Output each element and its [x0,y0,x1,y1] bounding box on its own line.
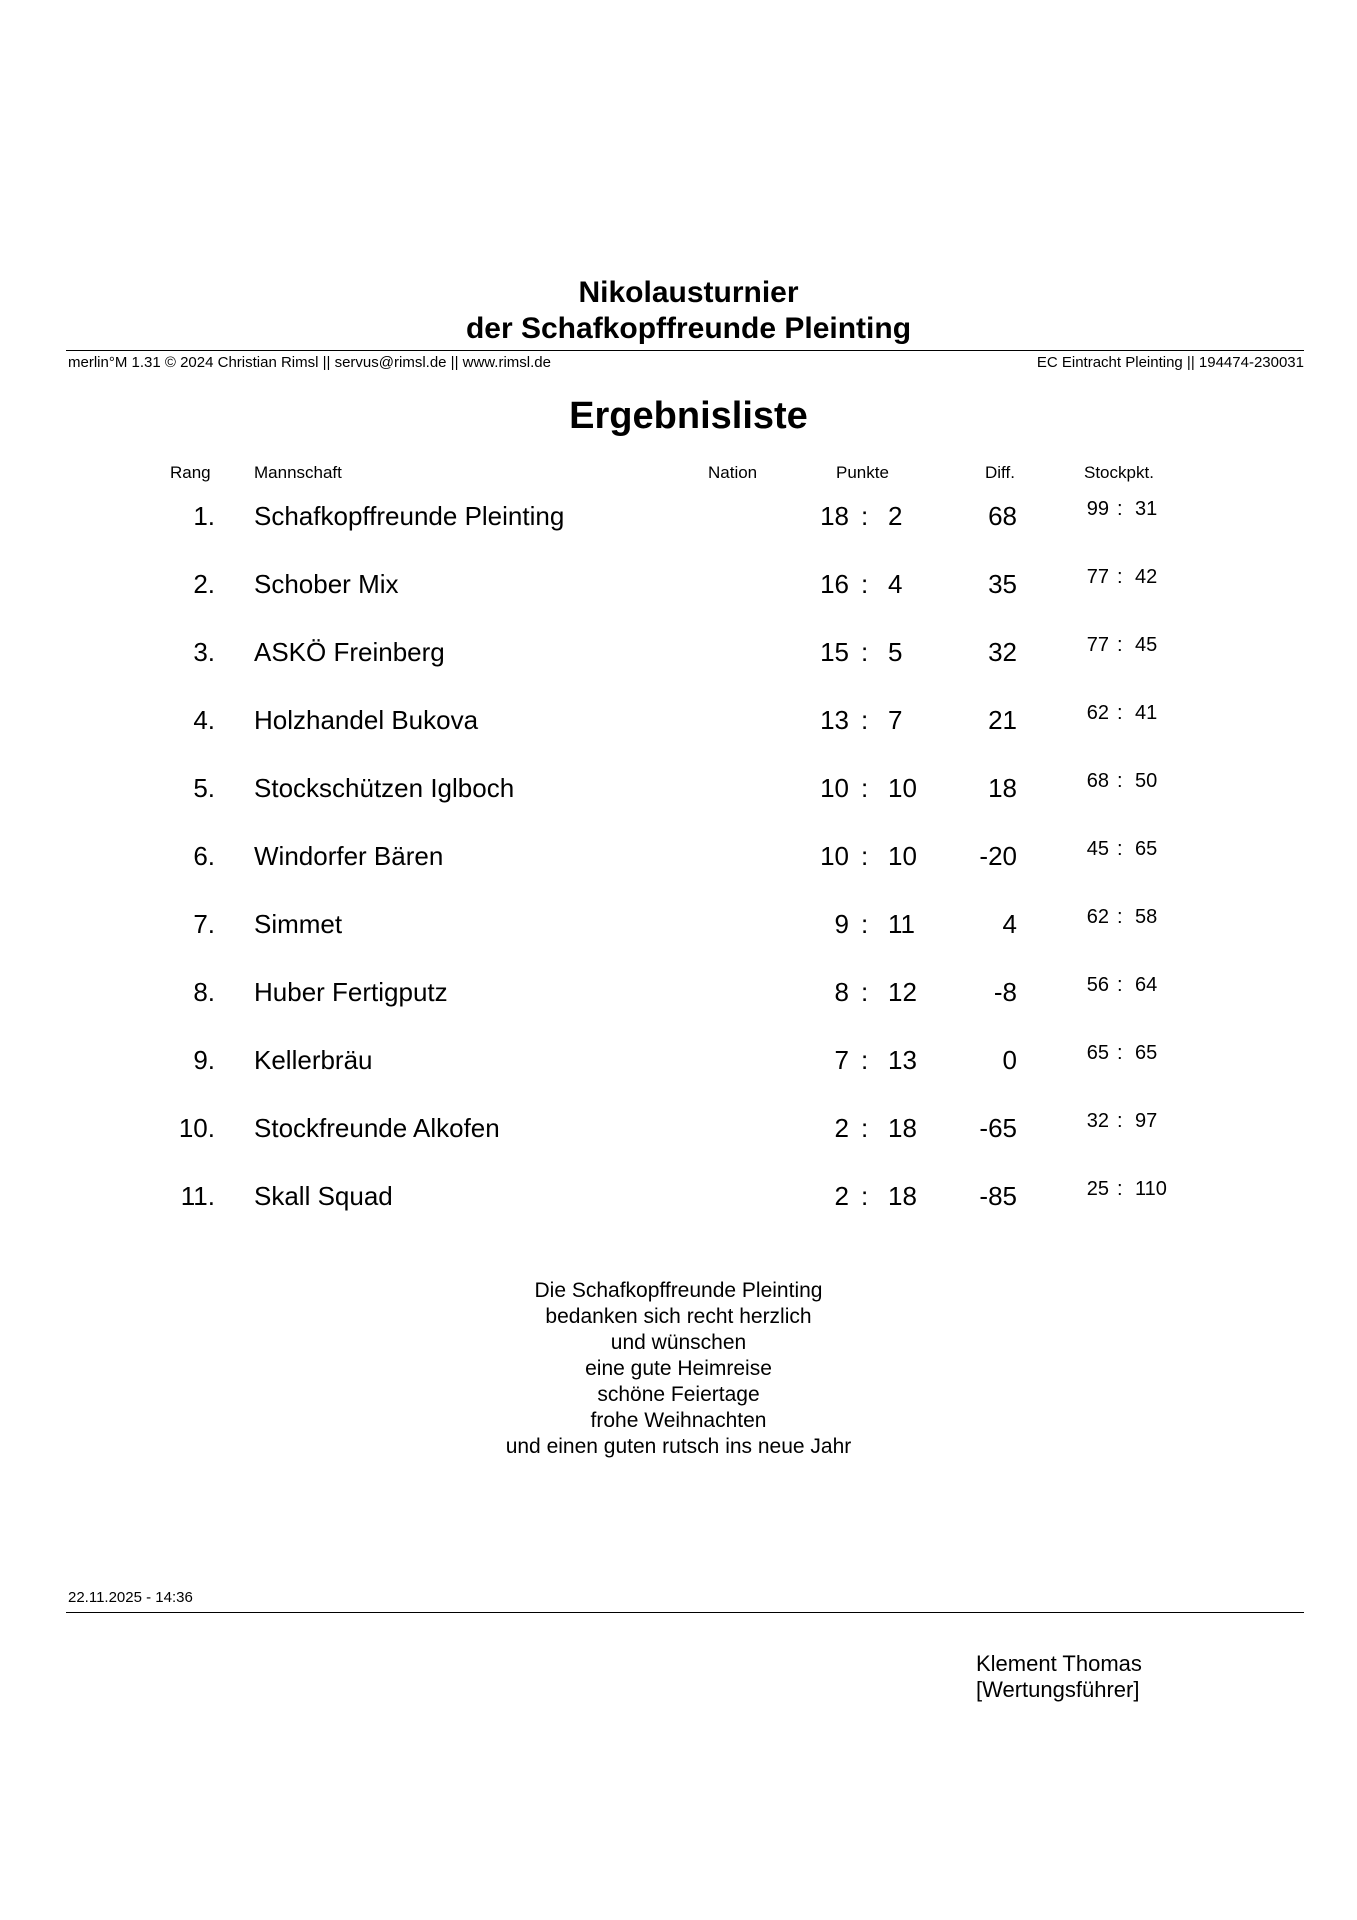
rank-cell: 7. [193,909,215,939]
stockpoints-for: 62 [1086,702,1109,724]
rank-cell: 6. [193,841,215,871]
stockpoints-separator: : [1117,906,1123,928]
stockpoints-for: 62 [1086,906,1109,928]
stockpoints-separator: : [1117,974,1123,996]
stockpoints-against: 65 [1135,838,1158,860]
points-separator: : [861,841,869,871]
team-name: Holzhandel Bukova [254,705,479,735]
team-name: Simmet [254,909,343,939]
diff-cell: 0 [1002,1045,1017,1075]
points-for: 15 [820,637,849,667]
stockpoints-for: 25 [1086,1178,1109,1200]
team-name: ASKÖ Freinberg [254,637,445,667]
team-name: Kellerbräu [254,1045,373,1075]
stockpoints-separator: : [1117,702,1123,724]
rank-cell: 11. [180,1181,215,1211]
stockpoints-separator: : [1117,770,1123,792]
points-against: 18 [888,1181,917,1211]
stockpoints-for: 32 [1086,1110,1109,1132]
points-separator: : [861,977,869,1007]
stockpoints-against: 110 [1135,1178,1167,1200]
tournament-subtitle: der Schafkopffreunde Pleinting [465,312,912,345]
closing-message [0,1278,1357,1460]
points-against: 10 [888,841,917,871]
team-name: Huber Fertigputz [254,977,448,1007]
diff-cell: 21 [988,705,1017,735]
points-against: 18 [888,1113,917,1143]
stockpoints-for: 56 [1086,974,1109,996]
signer-name: Klement Thomas [976,1651,1142,1676]
points-separator: : [861,705,869,735]
column-header-team: Mannschaft [254,463,342,482]
points-separator: : [861,569,869,599]
stockpoints-separator: : [1117,1178,1123,1200]
column-header-stockpoints: Stockpkt. [1084,463,1154,482]
points-separator: : [861,1113,869,1143]
points-against: 11 [888,909,915,939]
diff-cell: -85 [979,1181,1017,1211]
rank-cell: 1. [193,501,215,531]
signer-role: [Wertungsführer] [976,1677,1140,1702]
stockpoints-for: 77 [1086,634,1109,656]
diff-cell: 68 [988,501,1017,531]
points-for: 10 [820,841,849,871]
stockpoints-for: 77 [1086,566,1109,588]
table-row [0,908,1357,948]
diff-cell: 4 [1002,909,1017,939]
points-for: 2 [834,1181,849,1211]
stockpoints-separator: : [1117,566,1123,588]
header-divider [66,350,1304,351]
table-row [0,636,1357,676]
points-for: 2 [834,1113,849,1143]
closing-line: frohe Weihnachten [590,1409,767,1432]
footer-divider [66,1612,1304,1613]
stockpoints-separator: : [1117,634,1123,656]
stockpoints-separator: : [1117,838,1123,860]
closing-line: schöne Feiertage [597,1383,760,1406]
stockpoints-separator: : [1117,498,1123,520]
stockpoints-for: 45 [1086,838,1109,860]
team-name: Windorfer Bären [254,841,444,871]
table-row [0,772,1357,812]
table-row [0,568,1357,608]
stockpoints-separator: : [1117,1110,1123,1132]
points-for: 8 [834,977,849,1007]
stockpoints-against: 45 [1135,634,1158,656]
stockpoints-against: 58 [1135,906,1158,928]
stockpoints-against: 97 [1135,1110,1158,1132]
points-against: 12 [888,977,917,1007]
stockpoints-against: 41 [1135,702,1158,724]
diff-cell: -20 [979,841,1017,871]
points-separator: : [861,1045,869,1075]
stockpoints-for: 65 [1086,1042,1109,1064]
rank-cell: 10. [178,1113,215,1143]
points-against: 13 [888,1045,917,1075]
print-timestamp: 22.11.2025 - 14:36 [68,1589,193,1606]
points-for: 13 [820,705,849,735]
rank-cell: 8. [193,977,215,1007]
diff-cell: 18 [988,773,1017,803]
stockpoints-separator: : [1117,1042,1123,1064]
stockpoints-against: 31 [1135,498,1158,520]
rank-cell: 3. [193,637,215,667]
diff-cell: 35 [988,569,1017,599]
points-separator: : [861,773,869,803]
closing-line: Die Schafkopffreunde Pleinting [534,1279,823,1302]
column-header-nation: Nation [708,463,758,482]
team-name: Schober Mix [254,569,399,599]
tournament-title: Nikolausturnier [578,276,799,309]
stockpoints-against: 65 [1135,1042,1158,1064]
diff-cell: 32 [988,637,1017,667]
points-separator: : [861,637,869,667]
team-name: Stockschützen Iglboch [254,773,515,803]
column-header-rank: Rang [170,463,211,482]
table-row [0,1180,1357,1220]
diff-cell: -65 [979,1113,1017,1143]
stockpoints-for: 68 [1086,770,1109,792]
diff-cell: -8 [993,977,1017,1007]
rank-cell: 4. [193,705,215,735]
points-for: 16 [820,569,849,599]
table-row [0,500,1357,540]
team-name: Stockfreunde Alkofen [254,1113,500,1143]
table-row [0,704,1357,744]
points-separator: : [861,1181,869,1211]
rank-cell: 9. [193,1045,215,1075]
closing-line: und wünschen [610,1331,747,1354]
signature-block [976,1651,1142,1703]
points-against: 10 [888,773,917,803]
points-separator: : [861,909,869,939]
points-for: 10 [820,773,849,803]
stockpoints-against: 42 [1135,566,1158,588]
team-name: Schafkopffreunde Pleinting [254,501,565,531]
closing-line: eine gute Heimreise [585,1357,772,1380]
points-for: 18 [820,501,849,531]
rank-cell: 2. [193,569,215,599]
points-against: 7 [888,705,903,735]
table-row [0,840,1357,880]
closing-line: und einen guten rutsch ins neue Jahr [505,1435,852,1458]
column-header-diff: Diff. [985,463,1015,482]
points-against: 4 [888,569,903,599]
organizer-info: EC Eintracht Pleinting || 194474-230031 [1036,354,1304,371]
stockpoints-against: 64 [1135,974,1158,996]
points-against: 2 [888,501,903,531]
stockpoints-for: 99 [1086,498,1109,520]
page-title: Ergebnisliste [569,395,808,437]
team-name: Skall Squad [254,1181,393,1211]
software-credits: merlin°M 1.31 © 2024 Christian Rimsl || servus@rimsl.de || www.rimsl.de [68,354,551,371]
points-for: 7 [834,1045,849,1075]
rank-cell: 5. [193,773,215,803]
points-separator: : [861,501,869,531]
closing-line: bedanken sich recht herzlich [545,1305,812,1328]
points-for: 9 [834,909,849,939]
table-row [0,1044,1357,1084]
table-row [0,1112,1357,1152]
points-against: 5 [888,637,903,667]
table-row [0,976,1357,1016]
column-header-points: Punkte [836,463,889,482]
stockpoints-against: 50 [1135,770,1158,792]
